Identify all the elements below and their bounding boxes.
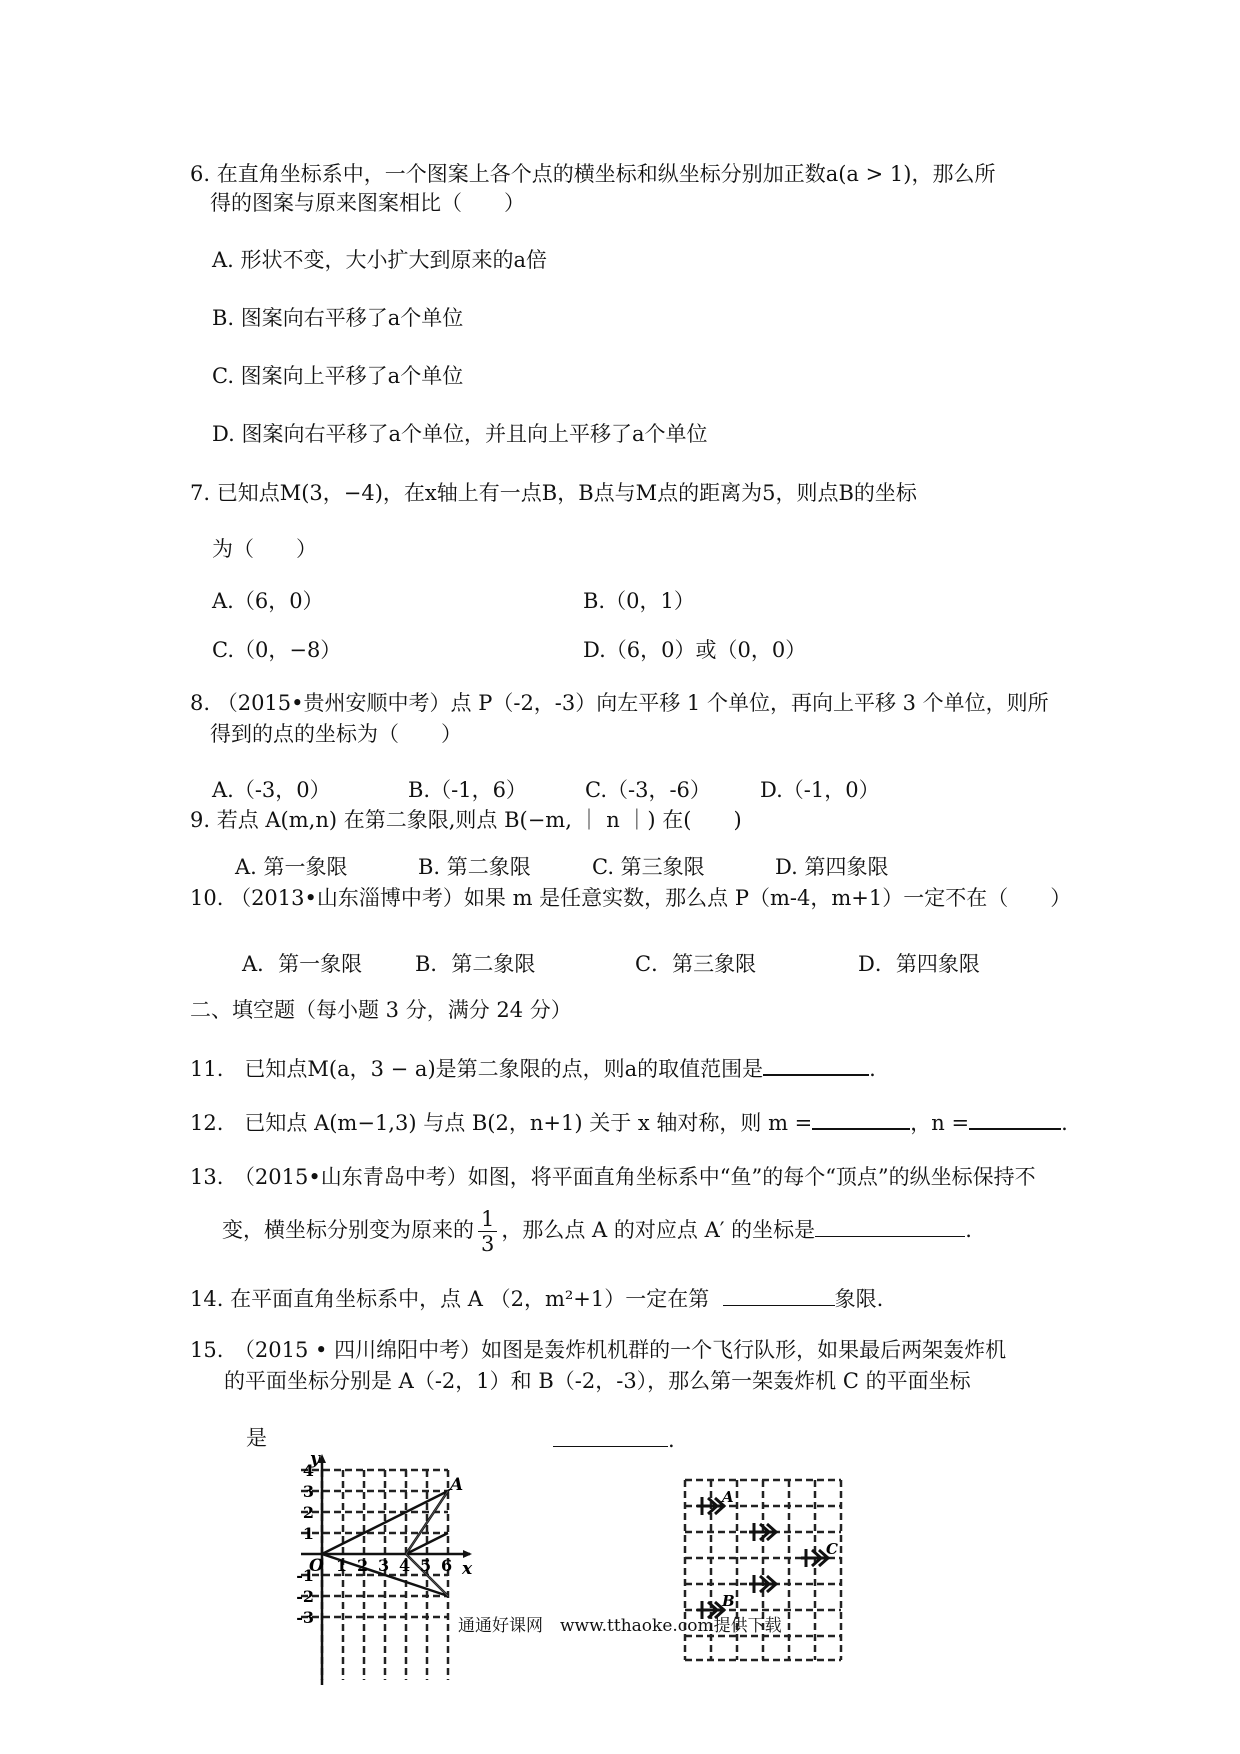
- x-tick-6: 6: [441, 1556, 453, 1575]
- q8-option-a: A.（-3，0）: [212, 778, 331, 802]
- q15-line1: 15. （2015 • 四川绵阳中考）如图是轰炸机机群的一个飞行队形，如果最后两架轰炸机: [190, 1338, 1007, 1362]
- point-a-label: A: [450, 1475, 464, 1495]
- q8-option-d: D.（-1，0）: [760, 778, 880, 802]
- fraction-numerator: 1: [478, 1207, 497, 1232]
- q9-option-d: D. 第四象限: [775, 855, 889, 879]
- q10-option-d: D．第四象限: [858, 952, 980, 976]
- q11-end: .: [869, 1057, 876, 1081]
- q12-m-blank[interactable]: [812, 1106, 910, 1130]
- q11-text: 11. 已知点M(a，3 − a)是第二象限的点，则a的取值范围是: [190, 1057, 764, 1081]
- q8-line2: 得到的点的坐标为（ ）: [210, 722, 462, 746]
- y-tick-2: 2: [302, 1503, 314, 1522]
- q7-option-c: C.（0，−8）: [212, 638, 342, 662]
- q13-text-b: ，那么点 A 的对应点 A′ 的坐标是: [501, 1218, 816, 1242]
- q15-answer-line: [553, 1424, 675, 1454]
- q7-option-a: A.（6，0）: [212, 589, 324, 613]
- fish-coordinate-graph: [280, 1450, 550, 1700]
- q13-fraction: [478, 1207, 497, 1256]
- q11-line: [190, 1052, 876, 1083]
- plane-a-label: A: [722, 1488, 734, 1506]
- q9-line1: 9. 若点 A(m,n) 在第二象限,则点 B(−m, ｜ n ｜) 在( ): [190, 808, 742, 832]
- plane-c-icon: [801, 1549, 829, 1567]
- q8-line1: 8. （2015•贵州安顺中考）点 P（-2，-3）向左平移 1 个单位，再向上平移 3 个单位，则所: [190, 691, 1049, 715]
- q12-n-blank[interactable]: [969, 1106, 1061, 1130]
- q14-text: 14. 在平面直角坐标系中，点 A （2，m²+1）一定在第: [190, 1287, 710, 1311]
- q13-end: .: [965, 1218, 972, 1242]
- q6-option-c: C. 图案向上平移了a个单位: [212, 364, 464, 388]
- x-axis-arrow: [463, 1550, 472, 1558]
- section-heading-fill-in: 二、填空题（每小题 3 分，满分 24 分）: [190, 998, 572, 1022]
- q12-text: 12. 已知点 A(m−1,3) 与点 B(2，n+1) 关于 x 轴对称，则 m =: [190, 1111, 813, 1135]
- plane-c-label: C: [826, 1540, 838, 1558]
- q13-answer-blank[interactable]: [815, 1214, 965, 1237]
- q13-line1: 13. （2015•山东青岛中考）如图，将平面直角坐标系中“鱼”的每个“顶点”的纵坐标保持不: [190, 1165, 1036, 1189]
- x-tick-5: 5: [420, 1556, 432, 1575]
- q11-answer-blank[interactable]: [763, 1052, 869, 1076]
- q10-line1: 10. （2013•山东淄博中考）如果 m 是任意实数，那么点 P（m-4，m+1）一定不在（ ）: [190, 886, 1072, 910]
- q7-line2: 为（ ）: [212, 537, 317, 561]
- q14-line: [190, 1283, 883, 1313]
- x-tick-4: 4: [399, 1556, 411, 1575]
- q7-option-b: B.（0，1）: [583, 589, 695, 613]
- q12-end: .: [1061, 1111, 1068, 1135]
- q7-option-d: D.（6，0）或（0，0）: [583, 638, 807, 662]
- q10-option-c: C．第三象限: [635, 952, 757, 976]
- y-tick-neg2: -2: [296, 1587, 314, 1606]
- q13-text-a: 变，横坐标分别变为原来的: [222, 1218, 474, 1242]
- q6-option-d: D. 图案向右平移了a个单位，并且向上平移了a个单位: [212, 422, 708, 446]
- q12-line: [190, 1106, 1068, 1137]
- q10-option-b: B．第二象限: [415, 952, 536, 976]
- watermark-text: 通通好课网 www.tthaoke.com提供下载: [458, 1616, 782, 1636]
- origin-label: O: [309, 1556, 324, 1576]
- q15-line2: 的平面坐标分别是 A（-2，1）和 B（-2，-3），那么第一架轰炸机 C 的平面坐标: [224, 1369, 971, 1393]
- q14-answer-blank[interactable]: [723, 1283, 835, 1306]
- fraction-denominator: 3: [481, 1232, 495, 1256]
- q9-option-a: A. 第一象限: [235, 855, 348, 879]
- q8-option-c: C.（-3，-6）: [585, 778, 711, 802]
- q9-option-c: C. 第三象限: [592, 855, 705, 879]
- y-tick-4: 4: [302, 1461, 314, 1480]
- plane-icon-4: [749, 1575, 777, 1593]
- x-tick-2: 2: [357, 1556, 369, 1575]
- q6-line2: 得的图案与原来图案相比（ ）: [210, 191, 525, 215]
- y-axis-label: y: [310, 1450, 320, 1469]
- q15-line3: 是: [246, 1426, 267, 1450]
- bomber-formation-graph: [675, 1470, 875, 1670]
- q15-end: .: [668, 1428, 675, 1452]
- q15-answer-blank[interactable]: [553, 1424, 668, 1447]
- y-tick-1: 1: [302, 1524, 314, 1543]
- y-tick-neg3: -3: [296, 1608, 314, 1627]
- plane-a-icon: [697, 1497, 725, 1515]
- q14-end: 象限.: [834, 1287, 884, 1311]
- y-tick-3: 3: [302, 1482, 314, 1501]
- q6-line1: 6. 在直角坐标系中，一个图案上各个点的横坐标和纵坐标分别加正数a(a > 1)，那么所: [190, 162, 996, 186]
- q13-line2: [222, 1205, 972, 1256]
- q8-option-b: B.（-1，6）: [408, 778, 527, 802]
- plane-b-label: B: [722, 1592, 735, 1610]
- q10-option-a: A．第一象限: [242, 952, 363, 976]
- q6-option-a: A. 形状不变，大小扩大到原来的a倍: [212, 248, 548, 272]
- q7-line1: 7. 已知点M(3，−4)，在x轴上有一点B，B点与M点的距离为5，则点B的坐标: [190, 481, 917, 505]
- x-tick-3: 3: [378, 1556, 390, 1575]
- q12-mid: ，n =: [910, 1111, 970, 1135]
- q9-option-b: B. 第二象限: [418, 855, 531, 879]
- plane-icon-2: [749, 1523, 777, 1541]
- q6-option-b: B. 图案向右平移了a个单位: [212, 306, 464, 330]
- x-tick-1: 1: [336, 1556, 348, 1575]
- y-tick-neg1: -1: [296, 1566, 314, 1585]
- x-axis-label: x: [462, 1559, 473, 1579]
- y-tick-labels: [296, 1461, 314, 1627]
